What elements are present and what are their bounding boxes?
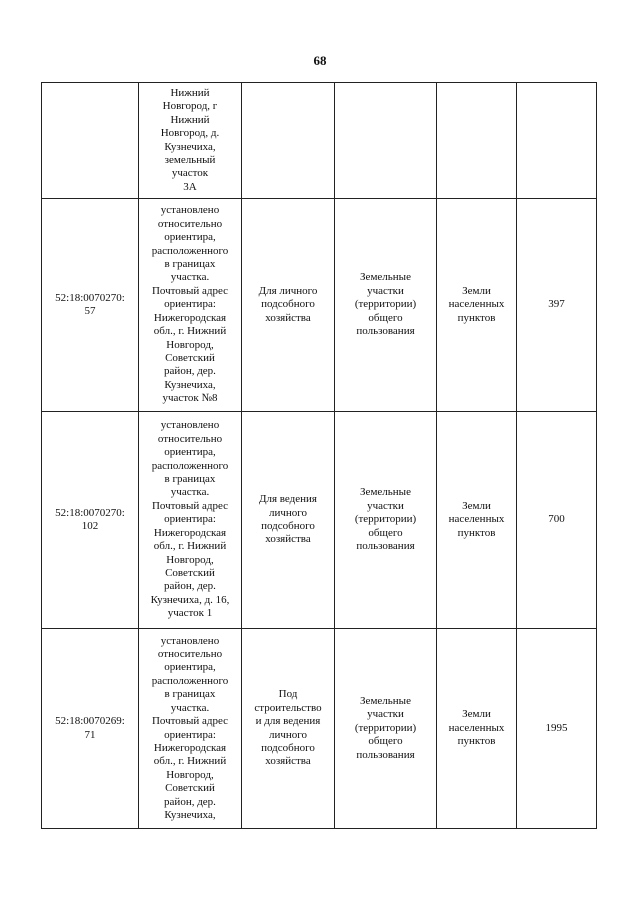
category-line: пользования — [356, 325, 415, 338]
address-line: ориентира, — [164, 231, 216, 244]
land-category-line: пунктов — [457, 735, 496, 748]
address-line: Почтовый адрес — [151, 499, 229, 512]
use-cell — [242, 83, 335, 199]
address-line: Кузнечиха, — [164, 378, 216, 391]
use-line: Для личного — [258, 284, 318, 297]
address-cell — [139, 83, 242, 199]
table-row — [42, 199, 597, 412]
address-line: Новгород, — [166, 553, 214, 566]
cadastral-number-line: 52:18:0070270: — [55, 291, 125, 304]
use-line: подсобного — [261, 298, 315, 311]
use-line: личного — [268, 728, 308, 741]
category-line: (территории) — [354, 298, 417, 311]
land-category-line: населенных — [448, 298, 505, 311]
land-plots-table — [41, 82, 597, 829]
address-line: расположенного — [151, 674, 229, 687]
address-line: относительно — [157, 648, 223, 661]
area-cell: 700 — [517, 412, 597, 629]
use-line: хозяйства — [265, 311, 311, 324]
category-line: пользования — [356, 540, 415, 553]
table-row — [42, 83, 597, 199]
category-cell — [335, 199, 437, 412]
address-line: в границах — [164, 258, 216, 271]
land-category-line: пунктов — [457, 311, 496, 324]
category-cell — [335, 83, 437, 199]
use-line: личного — [268, 506, 308, 519]
address-line: участка. — [170, 701, 210, 714]
address-line: ориентира, — [164, 446, 216, 459]
category-line: общего — [368, 526, 403, 539]
address-line: Кузнечиха, д. 16, — [150, 593, 230, 606]
address-line: установлено — [160, 204, 220, 217]
category-cell — [335, 629, 437, 829]
land-category-cell — [437, 83, 517, 199]
address-line: район, дер. — [164, 795, 216, 808]
address-line: относительно — [157, 432, 223, 445]
address-line: Почтовый адрес — [151, 715, 229, 728]
cadastral-number-line: 102 — [81, 520, 99, 532]
address-line: Новгород, — [166, 338, 214, 351]
address-line: Нижегородская — [153, 311, 227, 324]
land-category-line: населенных — [448, 721, 505, 734]
address-cell — [139, 629, 242, 829]
cadastral-number-line: 57 — [84, 305, 96, 317]
address-line: ориентира: — [164, 513, 216, 526]
table-row — [42, 629, 597, 829]
address-line: Новгород, — [166, 768, 214, 781]
area-cell: 397 — [517, 199, 597, 412]
category-line: участки — [367, 708, 404, 721]
address-line: относительно — [157, 217, 223, 230]
land-category-cell — [437, 629, 517, 829]
address-cell — [139, 412, 242, 629]
address-line: Советский — [165, 566, 215, 579]
cadastral-number-cell — [42, 412, 139, 629]
address-line: обл., г. Нижний — [153, 755, 227, 768]
address-line: Нижний — [170, 86, 210, 99]
category-line: (территории) — [354, 721, 417, 734]
address-line: Нижегородская — [153, 741, 227, 754]
address-line: земельный — [164, 153, 216, 166]
land-category-line: Земли — [462, 499, 491, 512]
category-line: Земельные — [360, 694, 411, 707]
address-line: Кузнечиха, — [164, 808, 216, 821]
address-line: участка. — [170, 271, 210, 284]
page-number: 68 — [313, 53, 327, 68]
use-line: и для ведения — [255, 715, 321, 728]
address-line: участок №8 — [162, 392, 218, 405]
cadastral-number-line: 52:18:0070269: — [55, 715, 125, 728]
address-line: Новгород, г — [162, 100, 218, 113]
use-line: подсобного — [261, 520, 315, 532]
cadastral-number-cell — [42, 199, 139, 412]
address-line: Нижегородская — [153, 526, 227, 539]
address-line: участок — [171, 167, 209, 180]
land-category-line: Земли — [462, 708, 491, 721]
cadastral-number-cell — [42, 83, 139, 199]
address-line: участок 1 — [167, 607, 213, 620]
land-category-line: Земли — [462, 284, 491, 297]
use-line: подсобного — [261, 741, 315, 754]
address-cell — [139, 199, 242, 412]
use-cell — [242, 199, 335, 412]
address-line: ориентира: — [164, 298, 216, 311]
address-line: район, дер. — [164, 580, 216, 593]
address-line: Нижний — [170, 113, 210, 126]
category-line: пользования — [356, 748, 415, 761]
category-line: (территории) — [354, 513, 417, 526]
address-line: расположенного — [151, 459, 229, 472]
table-row — [42, 412, 597, 629]
area-cell: 1995 — [517, 629, 597, 829]
cadastral-number-line: 52:18:0070270: — [55, 506, 125, 519]
address-line: Советский — [165, 351, 215, 364]
address-line: район, дер. — [164, 365, 216, 378]
address-line: обл., г. Нижний — [153, 540, 227, 553]
category-line: Земельные — [360, 271, 411, 284]
use-cell — [242, 629, 335, 829]
land-category-line: пунктов — [457, 526, 496, 539]
cadastral-number-cell — [42, 629, 139, 829]
category-line: участки — [367, 499, 404, 512]
address-line: Кузнечиха, — [164, 140, 216, 153]
use-cell — [242, 412, 335, 629]
address-line: участка. — [170, 486, 210, 499]
address-line: в границах — [164, 688, 216, 701]
cadastral-number-line: 71 — [84, 728, 96, 741]
use-line: хозяйства — [265, 755, 311, 768]
land-category-line: населенных — [448, 513, 505, 526]
use-line: Под — [278, 688, 298, 701]
address-line: обл., г. Нижний — [153, 325, 227, 338]
area-cell — [517, 83, 597, 199]
category-line: участки — [367, 284, 404, 297]
land-category-cell — [437, 199, 517, 412]
address-line: расположенного — [151, 244, 229, 257]
land-category-cell — [437, 412, 517, 629]
category-line: общего — [368, 311, 403, 324]
address-line: Советский — [165, 782, 215, 795]
category-line: Земельные — [360, 486, 411, 499]
address-line: Почтовый адрес — [151, 284, 229, 297]
use-line: Для ведения — [259, 493, 317, 506]
address-line: 3А — [183, 180, 197, 193]
address-line: ориентира: — [164, 728, 216, 741]
address-line: установлено — [160, 634, 220, 647]
address-line: Новгород, д. — [160, 127, 220, 140]
address-line: в границах — [164, 473, 216, 486]
address-line: установлено — [160, 419, 220, 432]
category-line: общего — [368, 735, 403, 748]
use-line: хозяйства — [265, 533, 311, 546]
use-line: строительство — [254, 701, 322, 714]
category-cell — [335, 412, 437, 629]
address-line: ориентира, — [164, 661, 216, 674]
